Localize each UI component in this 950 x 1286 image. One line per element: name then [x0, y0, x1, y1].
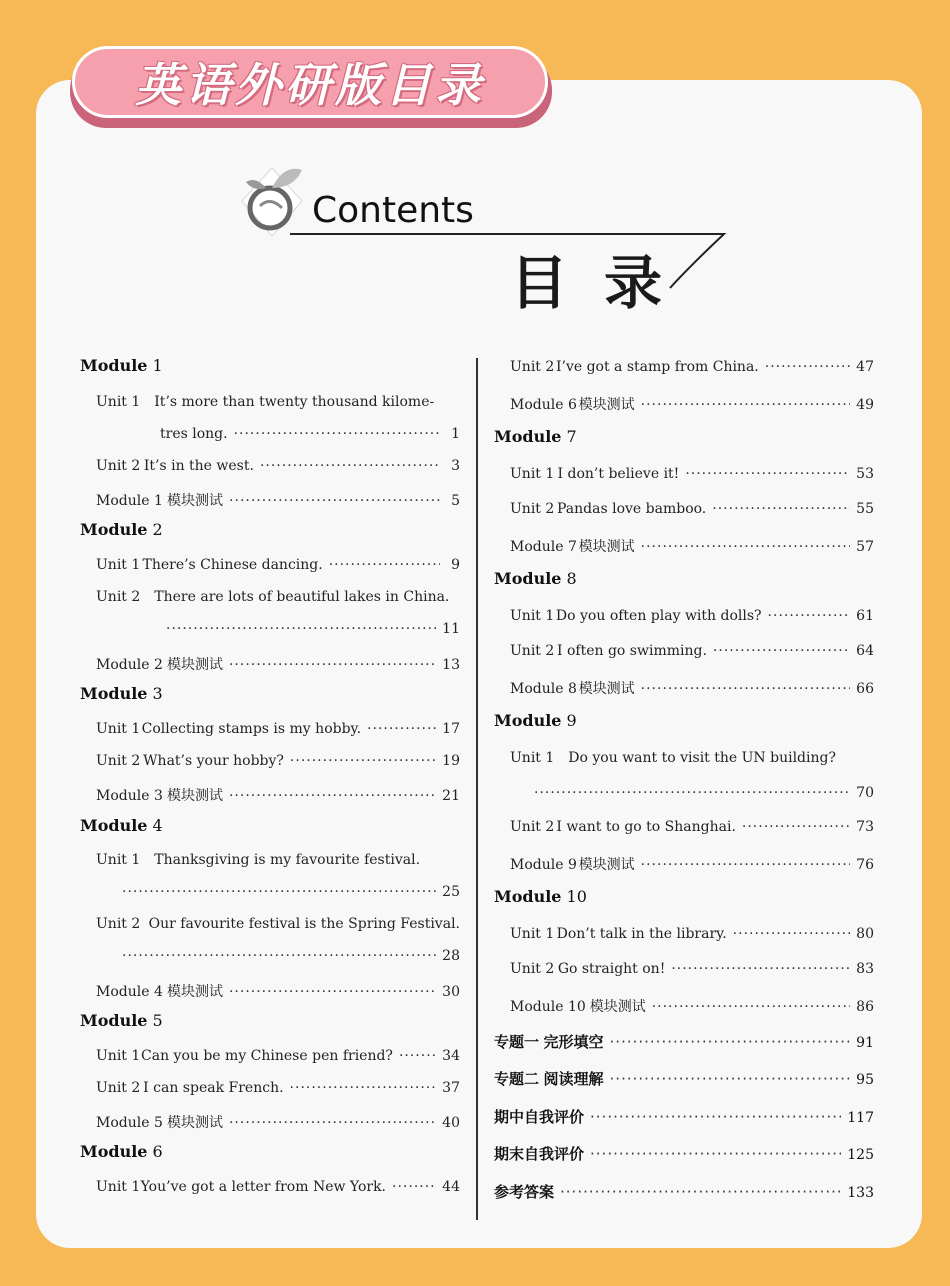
toc-entry[interactable] — [510, 678, 874, 698]
entry-title: There are lots of beautiful lakes in China. — [154, 589, 450, 605]
entry-title: Pandas love bamboo. — [557, 501, 707, 517]
toc-entry[interactable] — [116, 884, 460, 900]
contents-title: Contents — [312, 190, 474, 231]
page-number: 70 — [856, 785, 874, 801]
entry-label: Unit 2 — [96, 589, 141, 605]
leader-dots — [610, 1033, 851, 1051]
leader-dots — [392, 1179, 436, 1195]
page-number: 64 — [856, 643, 874, 659]
module-word: Module — [80, 1011, 148, 1030]
page-number: 21 — [442, 788, 460, 804]
module-heading — [80, 1011, 163, 1030]
toc-entry[interactable] — [510, 608, 874, 624]
page-number: 80 — [856, 926, 874, 942]
module-number: 10 — [561, 887, 587, 906]
page-number: 73 — [856, 819, 874, 835]
toc-entry[interactable] — [510, 819, 874, 835]
module-heading — [494, 427, 577, 446]
toc-entry[interactable] — [96, 1080, 460, 1096]
entry-title: I can speak French. — [143, 1080, 284, 1096]
page-number: 5 — [451, 493, 460, 509]
entry-label: Unit 1 — [510, 608, 555, 624]
page-number: 66 — [856, 681, 874, 697]
toc-entry[interactable] — [510, 536, 874, 556]
toc-entry[interactable] — [510, 643, 874, 659]
toc-entry[interactable] — [96, 916, 460, 932]
toc-entry[interactable] — [96, 1112, 460, 1132]
leader-dots — [610, 1070, 851, 1088]
entry-label: Unit 2 — [96, 753, 141, 769]
entry-title: It’s more than twenty thousand kilome- — [154, 394, 435, 410]
entry-title: 模块测试 — [578, 539, 635, 555]
entry-title: Don’t talk in the library. — [556, 926, 727, 942]
toc-entry[interactable] — [96, 1048, 460, 1064]
page-number: 28 — [442, 948, 460, 964]
module-word: Module — [80, 1142, 148, 1161]
leader-dots — [641, 857, 851, 873]
page-number: 17 — [442, 721, 460, 737]
entry-label: Unit 1 — [510, 466, 555, 482]
entry-label: Unit 2 — [510, 819, 555, 835]
leader-dots — [234, 426, 440, 442]
entry-title: Do you want to visit the UN building? — [568, 750, 836, 766]
entry-title: 模块测试 — [166, 788, 223, 804]
entry-label: Module 8 — [510, 681, 577, 697]
page-number: 47 — [856, 359, 874, 375]
page-number: 133 — [847, 1185, 874, 1201]
entry-title: What’s your hobby? — [143, 753, 284, 769]
entry-title: Our favourite festival is the Spring Festival. — [148, 916, 460, 932]
column-divider — [476, 358, 478, 1220]
page-number: 86 — [856, 999, 874, 1015]
page-number: 40 — [442, 1115, 460, 1131]
page-number: 49 — [856, 397, 874, 413]
module-heading — [80, 520, 163, 539]
entry-title: 模块测试 — [578, 397, 635, 413]
entry-label: 参考答案 — [494, 1183, 555, 1201]
entry-title: I often go swimming. — [557, 643, 707, 659]
toc-entry[interactable] — [510, 359, 874, 375]
entry-label: Unit 2 — [96, 458, 141, 474]
module-number: 9 — [561, 711, 577, 730]
leader-dots — [713, 643, 850, 659]
leader-dots — [765, 359, 850, 375]
leader-dots — [329, 557, 440, 573]
page-number: 125 — [847, 1147, 874, 1163]
entry-title: It’s in the west. — [143, 458, 254, 474]
entry-title: I want to go to Shanghai. — [556, 819, 736, 835]
module-heading — [80, 684, 163, 703]
toc-entry[interactable] — [96, 785, 460, 805]
entry-label: Unit 2 — [96, 1080, 141, 1096]
entry-title: Can you be my Chinese pen friend? — [141, 1048, 393, 1064]
entry-title: 阅读理解 — [543, 1070, 604, 1088]
leader-dots — [229, 493, 440, 509]
mulu-heading: 目录 — [510, 249, 699, 317]
leader-dots — [768, 608, 851, 624]
entry-title: 模块测试 — [166, 984, 223, 1000]
leader-dots — [671, 961, 850, 977]
entry-label: Module 10 — [510, 999, 586, 1015]
leader-dots — [733, 926, 851, 942]
entry-label: Module 9 — [510, 857, 577, 873]
leader-dots — [290, 1080, 437, 1096]
page-number: 19 — [442, 753, 460, 769]
page-number: 44 — [442, 1179, 460, 1195]
leader-dots — [166, 621, 436, 637]
page-number: 76 — [856, 857, 874, 873]
module-word: Module — [80, 684, 148, 703]
leader-dots — [229, 788, 436, 804]
toc-entry[interactable] — [96, 557, 460, 573]
toc-entry[interactable] — [96, 394, 460, 410]
entry-title: There’s Chinese dancing. — [142, 557, 323, 573]
leader-dots — [652, 999, 850, 1015]
entry-label: Unit 1 — [510, 750, 555, 766]
toc-entry[interactable] — [510, 926, 874, 942]
page-number: 57 — [856, 539, 874, 555]
entry-title: tres long. — [160, 426, 228, 442]
page-number: 13 — [442, 657, 460, 673]
leader-dots — [260, 458, 440, 474]
leader-dots — [122, 948, 436, 964]
toc-topic-entry[interactable] — [494, 1031, 874, 1052]
toc-entry[interactable] — [510, 466, 874, 482]
toc-entry[interactable] — [96, 490, 460, 510]
entry-title: 模块测试 — [167, 493, 224, 509]
entry-label: Unit 2 — [510, 359, 555, 375]
toc-topic-entry[interactable] — [494, 1181, 874, 1202]
leader-dots — [367, 721, 436, 737]
toc-entry[interactable] — [510, 750, 874, 766]
page-number: 34 — [442, 1048, 460, 1064]
page-number: 95 — [856, 1072, 874, 1088]
module-number: 5 — [147, 1011, 163, 1030]
page-number: 25 — [442, 884, 460, 900]
toc-entry[interactable] — [510, 996, 874, 1016]
entry-label: Unit 1 — [96, 1048, 141, 1064]
entry-title: You’ve got a letter from New York. — [140, 1179, 387, 1195]
module-number: 6 — [147, 1142, 163, 1161]
toc-entry[interactable] — [96, 458, 460, 474]
toc-entry[interactable] — [96, 654, 460, 674]
toc-entry[interactable] — [510, 961, 874, 977]
banner — [72, 46, 548, 118]
page-number: 117 — [847, 1110, 874, 1126]
toc-entry[interactable] — [510, 854, 874, 874]
entry-label: Unit 1 — [510, 926, 555, 942]
leader-dots — [290, 753, 436, 769]
module-word: Module — [494, 427, 562, 446]
leader-dots — [229, 1115, 436, 1131]
leader-dots — [229, 984, 436, 1000]
entry-title: I’ve got a stamp from China. — [555, 359, 759, 375]
toc-entry[interactable] — [96, 753, 460, 769]
entry-label: Unit 1 — [96, 1179, 141, 1195]
module-heading — [80, 356, 163, 375]
page-number: 55 — [856, 501, 874, 517]
leader-dots — [534, 785, 850, 801]
entry-title: 模块测试 — [589, 999, 646, 1015]
entry-label: Unit 2 — [510, 643, 555, 659]
page-number: 1 — [451, 426, 460, 442]
module-heading — [494, 711, 577, 730]
entry-title: Go straight on! — [557, 961, 666, 977]
entry-label: Unit 2 — [510, 501, 555, 517]
entry-label: Unit 1 — [96, 394, 141, 410]
entry-label: 专题一 — [494, 1033, 540, 1051]
leader-dots — [712, 501, 850, 517]
entry-label: Module 4 — [96, 984, 163, 1000]
module-number: 8 — [561, 569, 577, 588]
toc-entry[interactable] — [96, 721, 460, 737]
toc-entry[interactable] — [510, 501, 874, 517]
toc-topic-entry[interactable] — [494, 1106, 874, 1127]
module-word: Module — [494, 569, 562, 588]
toc-entry[interactable] — [510, 394, 874, 414]
page-number: 11 — [442, 621, 460, 637]
page-number: 9 — [451, 557, 460, 573]
entry-title: Thanksgiving is my favourite festival. — [154, 852, 421, 868]
page-number: 37 — [442, 1080, 460, 1096]
entry-title: Collecting stamps is my hobby. — [141, 721, 362, 737]
module-heading — [494, 887, 587, 906]
entry-label: 期中自我评价 — [494, 1108, 585, 1126]
entry-title: 模块测试 — [166, 657, 223, 673]
leader-dots — [399, 1048, 436, 1064]
toc-topic-entry[interactable] — [494, 1068, 874, 1089]
entry-label: Module 2 — [96, 657, 163, 673]
module-heading — [494, 569, 577, 588]
leader-dots — [641, 681, 851, 697]
entry-label: 期末自我评价 — [494, 1145, 585, 1163]
module-word: Module — [80, 520, 148, 539]
entry-title: 模块测试 — [578, 681, 635, 697]
leader-dots — [685, 466, 850, 482]
toc-entry[interactable] — [96, 852, 460, 868]
leader-dots — [742, 819, 850, 835]
page-number: 3 — [451, 458, 460, 474]
leader-dots — [641, 397, 851, 413]
page-number: 91 — [856, 1035, 874, 1051]
entry-label: Module 6 — [510, 397, 577, 413]
entry-label: Unit 2 — [96, 916, 141, 932]
entry-title: Do you often play with dolls? — [555, 608, 762, 624]
leader-dots — [641, 539, 851, 555]
module-heading — [80, 1142, 163, 1161]
module-word: Module — [80, 356, 148, 375]
toc-topic-entry[interactable] — [494, 1143, 874, 1164]
toc-entry[interactable] — [96, 981, 460, 1001]
toc-entry[interactable] — [96, 589, 460, 605]
module-word: Module — [494, 711, 562, 730]
module-word: Module — [80, 816, 148, 835]
entry-label: Module 3 — [96, 788, 163, 804]
leader-dots — [590, 1108, 841, 1126]
banner-title: 英语外研版目录 — [135, 58, 485, 112]
module-number: 1 — [147, 356, 163, 375]
leader-dots — [122, 884, 436, 900]
toc-entry[interactable] — [160, 621, 460, 637]
page-number: 83 — [856, 961, 874, 977]
toc-entry[interactable] — [96, 1179, 460, 1195]
entry-label: Unit 2 — [510, 961, 555, 977]
module-number: 7 — [561, 427, 577, 446]
entry-label: Module 1 — [96, 493, 163, 509]
entry-label: Unit 1 — [96, 852, 141, 868]
leader-dots — [560, 1183, 841, 1201]
entry-title: I don’t believe it! — [557, 466, 680, 482]
entry-label: Unit 1 — [96, 557, 141, 573]
entry-label: Module 5 — [96, 1115, 163, 1131]
module-heading — [80, 816, 163, 835]
entry-title: 完形填空 — [543, 1033, 604, 1051]
entry-title: 模块测试 — [578, 857, 635, 873]
page-number: 61 — [856, 608, 874, 624]
module-number: 3 — [147, 684, 163, 703]
page-number: 53 — [856, 466, 874, 482]
entry-label: Module 7 — [510, 539, 577, 555]
entry-title: 模块测试 — [166, 1115, 223, 1131]
module-number: 4 — [147, 816, 163, 835]
leader-dots — [590, 1145, 841, 1163]
entry-label: Unit 1 — [96, 721, 141, 737]
leader-dots — [229, 657, 436, 673]
page-number: 30 — [442, 984, 460, 1000]
entry-label: 专题二 — [494, 1070, 540, 1088]
module-number: 2 — [147, 520, 163, 539]
toc-entry[interactable] — [116, 948, 460, 964]
module-word: Module — [494, 887, 562, 906]
toc-entry[interactable] — [160, 426, 460, 442]
toc-entry[interactable] — [528, 785, 874, 801]
